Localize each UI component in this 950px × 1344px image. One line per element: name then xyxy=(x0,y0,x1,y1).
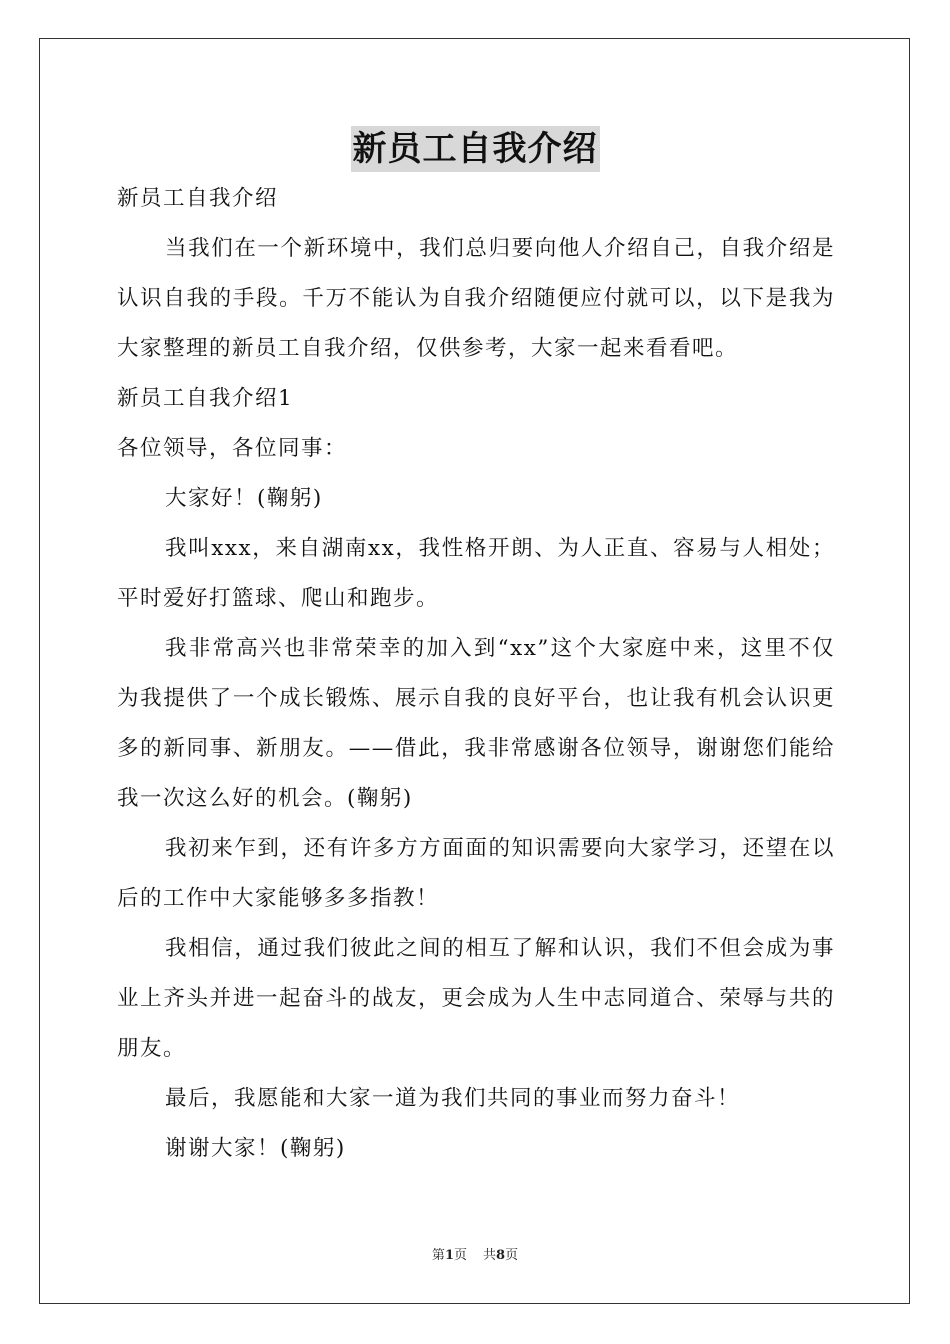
total-unit: 页 xyxy=(505,1248,519,1263)
page-total: 8 xyxy=(496,1248,506,1263)
paragraph-salutation: 各位领导，各位同事： xyxy=(117,436,348,461)
page-footer xyxy=(0,1247,950,1265)
paragraph-thanks: 谢谢大家！(鞠躬) xyxy=(165,1136,346,1161)
document-body xyxy=(117,174,835,1174)
paragraph-gratitude: 我非常高兴也非常荣幸的加入到“xx”这个大家庭中来，这里不仅为我提供了一个成长锻炼、展示自我的良好平台，也让我有机会认识更多的新同事、新朋友。——借此，我非常感谢各位领导，谢谢您们能给我一次这么好的机会。(鞠躬) xyxy=(117,636,835,811)
paragraph-intro: 当我们在一个新环境中，我们总归要向他人介绍自己，自我介绍是认识自我的手段。千万不能认为自我介绍随便应付就可以，以下是我为大家整理的新员工自我介绍，仅供参考，大家一起来看看吧。 xyxy=(117,236,835,361)
page-unit: 页 xyxy=(453,1248,467,1263)
paragraph-learning: 我初来乍到，还有许多方方面面的知识需要向大家学习，还望在以后的工作中大家能够多多指教！ xyxy=(117,836,835,911)
paragraph-section-heading: 新员工自我介绍1 xyxy=(117,386,294,411)
paragraph-subtitle: 新员工自我介绍 xyxy=(117,186,279,211)
total-prefix: 共 xyxy=(483,1248,497,1263)
paragraph-closing: 最后，我愿能和大家一道为我们共同的事业而努力奋斗！ xyxy=(165,1086,741,1111)
paragraph-self-intro: 我叫xxx，来自湖南xx，我性格开朗、为人正直、容易与人相处；平时爱好打篮球、爬山和跑步。 xyxy=(117,536,835,611)
page-current: 1 xyxy=(444,1248,454,1263)
paragraph-belief: 我相信，通过我们彼此之间的相互了解和认识，我们不但会成为事业上齐头并进一起奋斗的战友，更会成为人生中志同道合、荣辱与共的朋友。 xyxy=(117,936,835,1061)
paragraph-greeting: 大家好！(鞠躬) xyxy=(165,486,323,511)
page-prefix: 第 xyxy=(431,1248,445,1263)
document-title: 新员工自我介绍 xyxy=(351,126,600,172)
title-container xyxy=(0,126,950,172)
